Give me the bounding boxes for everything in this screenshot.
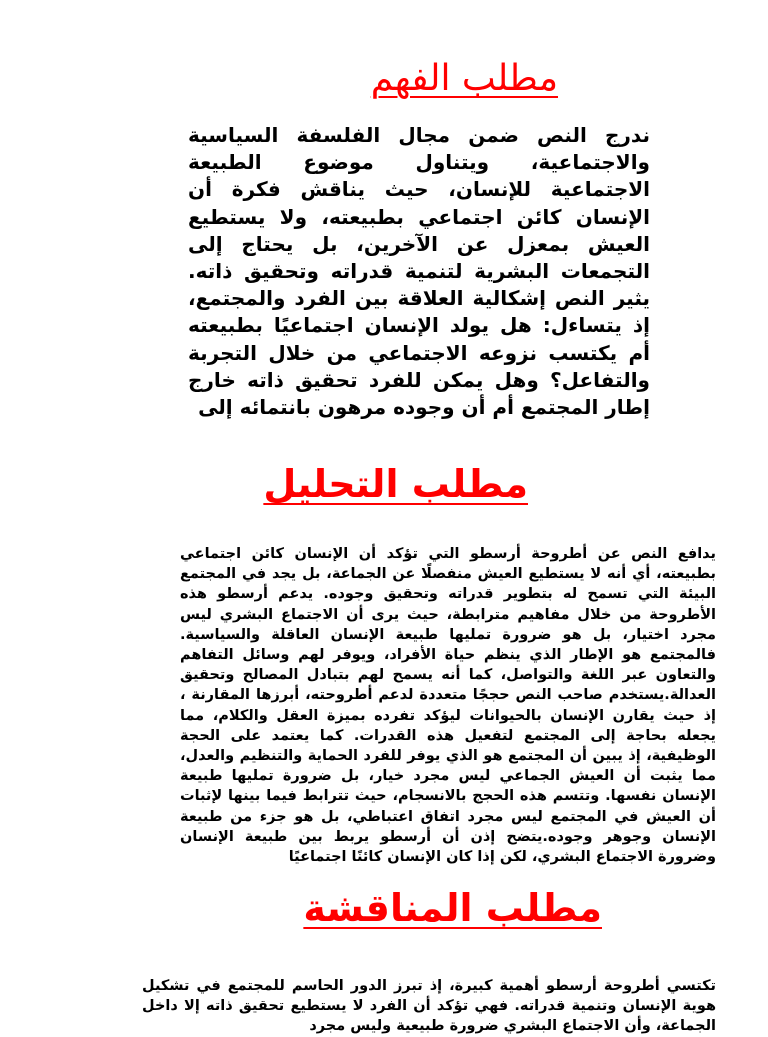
analysis-heading: مطلب التحليل bbox=[263, 462, 528, 506]
discussion-heading: مطلب المناقشة bbox=[303, 886, 602, 930]
comprehension-heading: مطلب الفهم bbox=[370, 58, 558, 99]
discussion-paragraph: تكتسي أطروحة أرسطو أهمية كبيرة، إذ تبرز الدور الحاسم للمجتمع في تشكيل هوية الإنسان وتنمية قدراته. فهي تؤكد أن الفرد لا يستطيع تحقيق ذاته إلا داخل الجماعة، وأن الاجتماع البشري ضرورة طبيعية وليس مجرد bbox=[142, 978, 716, 1035]
analysis-paragraph: يدافع النص عن أطروحة أرسطو التي تؤكد أن الإنسان كائن اجتماعي بطبيعته، أي أنه لا يستطيع العيش منفصلًا عن الجماعة، بل يجد في المجتمع البيئة التي تسمح له بتطوير قدراته وتحقيق وجوده. يدعم أرسطو هذه الأطروحة من خلال مفاهيم مترابطة، حيث يرى أن الاجتماع البشري ليس مجرد اختيار، بل هو ضرورة تمليها طبيعة الإنسان العاقلة والسياسية. فالمجتمع هو الإطار الذي ينظم حياة الأفراد، ويوفر لهم وسائل التفاهم والتعاون عبر اللغة والتواصل، كما أنه يسمح لهم بتبادل المصالح وتحقيق العدالة.يستخدم صاحب النص حججًا متعددة لدعم أطروحته، أبرزها المقارنة ، إذ حيث يقارن الإنسان بالحيوانات ليؤكد تفرده بميزة العقل والكلام، مما يجعله بحاجة إلى المجتمع لتفعيل هذه القدرات. كما يعتمد على الحجة الوظيفية، إذ يبين أن المجتمع هو الذي يوفر للفرد الحماية والتنظيم والعدل، مما يثبت أن العيش الجماعي ليس مجرد خيار، بل ضرورة تمليها طبيعة الإنسان نفسها. وتتسم هذه الحجج بالانسجام، حيث تترابط فيما بينها لإثبات أن العيش في المجتمع ليس مجرد اتفاق اعتباطي، بل هو جزء من طبيعة الإنسان وجوهر وجوده.يتضح إذن أن أرسطو يربط بين طبيعة الإنسان وضرورة الاجتماع البشري، لكن إذا كان الإنسان كائنًا اجتماعيًا bbox=[180, 546, 716, 866]
comprehension-paragraph: ندرج النص ضمن مجال الفلسفة السياسية والاجتماعية، ويتناول موضوع الطبيعة الاجتماعية للإنسان، حيث يناقش فكرة أن الإنسان كائن اجتماعي بطبيعته، ولا يستطيع العيش بمعزل عن الآخرين، بل يحتاج إلى التجمعات البشرية لتنمية قدراته وتحقيق ذاته. يثير النص إشكالية العلاقة بين الفرد والمجتمع، إذ يتساءل: هل يولد الإنسان اجتماعيًا بطبيعته أم يكتسب نزوعه الاجتماعي من خلال التجربة والتفاعل؟ وهل يمكن للفرد تحقيق ذاته خارج إطار المجتمع أم أن وجوده مرهون بانتمائه إلى bbox=[188, 123, 650, 420]
